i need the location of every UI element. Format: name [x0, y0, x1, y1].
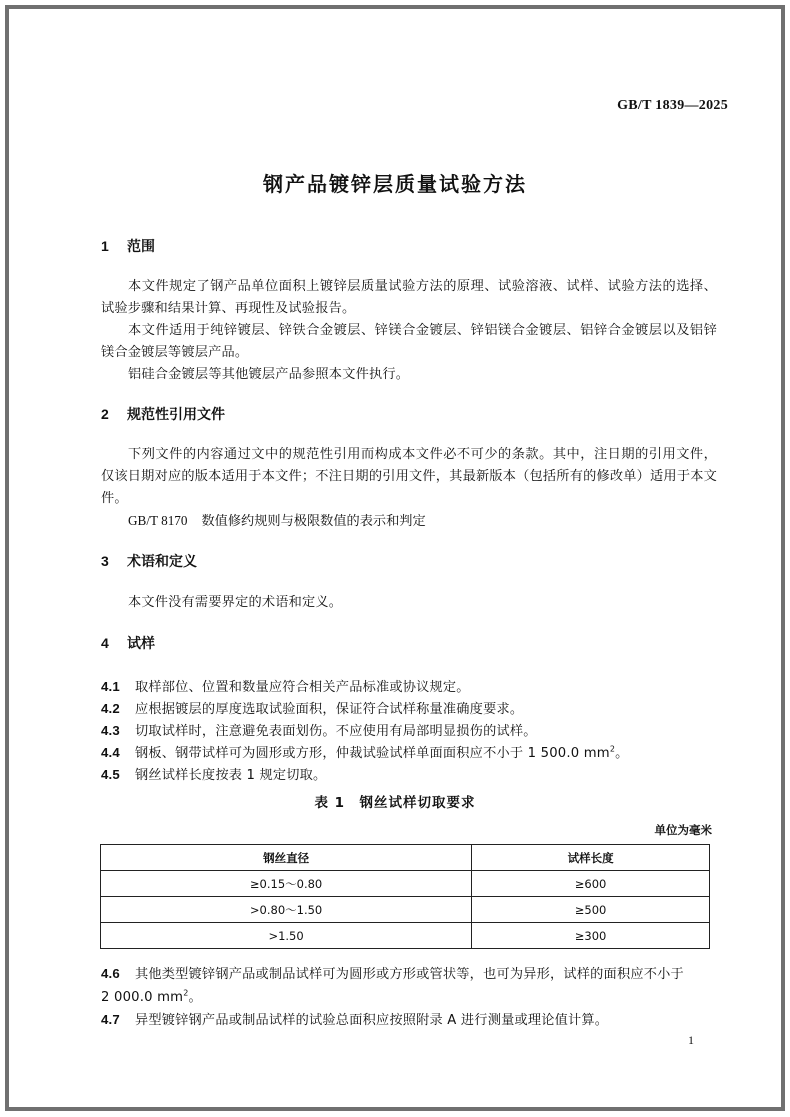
clause-text: 异型镀锌钢产品或制品试样的试验总面积应按照附录 A 进行测量或理论值计算。	[135, 1013, 609, 1028]
paragraph: 本文件没有需要界定的术语和定义。	[128, 595, 343, 610]
table-cell: >1.50	[101, 923, 472, 949]
section-number: 3	[101, 553, 109, 569]
table-cell: ≥0.15～0.80	[101, 871, 472, 897]
section-number: 2	[101, 406, 109, 422]
clause-4-4	[101, 742, 629, 761]
clause-4-7	[101, 1009, 608, 1028]
table-cell: ≥300	[472, 923, 710, 949]
superscript: 2	[183, 988, 189, 998]
clause-4-1	[101, 676, 470, 695]
section-title: 试样	[127, 636, 155, 652]
reference-code: GB/T 8170	[128, 513, 188, 528]
table-cell: ≥600	[472, 871, 710, 897]
table-header-row	[101, 845, 710, 871]
column-header: 钢丝直径	[101, 845, 472, 871]
section-title: 范围	[127, 239, 155, 255]
clause-number: 4.4	[101, 745, 120, 760]
table-cell: ≥500	[472, 897, 710, 923]
section-number: 1	[101, 238, 109, 254]
normative-reference	[128, 510, 426, 529]
clause-4-5	[101, 764, 326, 783]
reference-title: 数值修约规则与极限数值的表示和判定	[201, 514, 426, 529]
clause-text: 取样部位、位置和数量应符合相关产品标准或协议规定。	[135, 680, 470, 695]
section-title: 规范性引用文件	[127, 407, 225, 423]
page-number: 1	[688, 1033, 694, 1047]
clause-tail: 。	[615, 746, 629, 761]
table-unit: 单位为毫米	[654, 823, 712, 837]
clause-4-6	[101, 963, 684, 982]
clause-4-6-continued	[101, 986, 202, 1005]
section-number: 4	[101, 635, 109, 651]
paragraph: 本文件规定了钢产品单位面积上镀锌层质量试验方法的原理、试验溶液、试样、试验方法的选择、试验步骤和结果计算、再现性及试验报告。	[101, 279, 717, 316]
section-heading-scope	[101, 236, 155, 256]
clause-text: 钢丝试样长度按表 1 规定切取。	[135, 768, 327, 783]
clause-text: 应根据镀层的厚度选取试验面积，保证符合试样称量准确度要求。	[135, 702, 524, 717]
clause-number: 4.5	[101, 767, 120, 782]
table-row	[101, 897, 710, 923]
paragraph: 本文件适用于纯锌镀层、锌铁合金镀层、锌镁合金镀层、锌铝镁合金镀层、铝锌合金镀层以及铝锌镁合金镀层等镀层产品。	[101, 323, 717, 360]
document-title: 钢产品镀锌层质量试验方法	[263, 172, 527, 196]
paragraph: 下列文件的内容通过文中的规范性引用而构成本文件必不可少的条款。其中，注日期的引用文件，仅该日期对应的版本适用于本文件；不注日期的引用文件，其最新版本（包括所有的修改单）适用于本文件。	[101, 447, 717, 506]
clause-number: 4.1	[101, 679, 120, 694]
standard-number: GB/T 1839—2025	[617, 98, 728, 113]
clause-text: 2 000.0 mm	[101, 990, 184, 1005]
clause-text: 其他类型镀锌钢产品或制品试样可为圆形或方形或管状等，也可为异形，试样的面积应不小于	[135, 967, 684, 982]
clause-number: 4.6	[101, 966, 120, 981]
table-title: 表 1 钢丝试样切取要求	[314, 795, 476, 811]
section-heading-specimens	[101, 633, 155, 653]
clause-text: 切取试样时，注意避免表面划伤。不应使用有局部明显损伤的试样。	[135, 724, 537, 739]
clause-tail: 。	[188, 990, 202, 1005]
clause-text: 钢板、钢带试样可为圆形或方形，仲裁试验试样单面面积应不小于 1 500.0 mm	[135, 746, 610, 761]
superscript: 2	[609, 744, 616, 754]
paragraph: 铝硅合金镀层等其他镀层产品参照本文件执行。	[128, 367, 410, 382]
column-header: 试样长度	[472, 845, 710, 871]
table-row	[101, 871, 710, 897]
wire-specimen-table	[100, 844, 710, 949]
clause-number: 4.2	[101, 701, 120, 716]
clause-number: 4.7	[101, 1012, 120, 1027]
clause-4-3	[101, 720, 537, 739]
section-heading-terms	[101, 551, 197, 571]
clause-4-2	[101, 698, 523, 717]
table-cell: >0.80～1.50	[101, 897, 472, 923]
table-row	[101, 923, 710, 949]
section-title: 术语和定义	[127, 554, 197, 570]
section-heading-normative-references	[101, 404, 225, 424]
clause-number: 4.3	[101, 723, 120, 738]
